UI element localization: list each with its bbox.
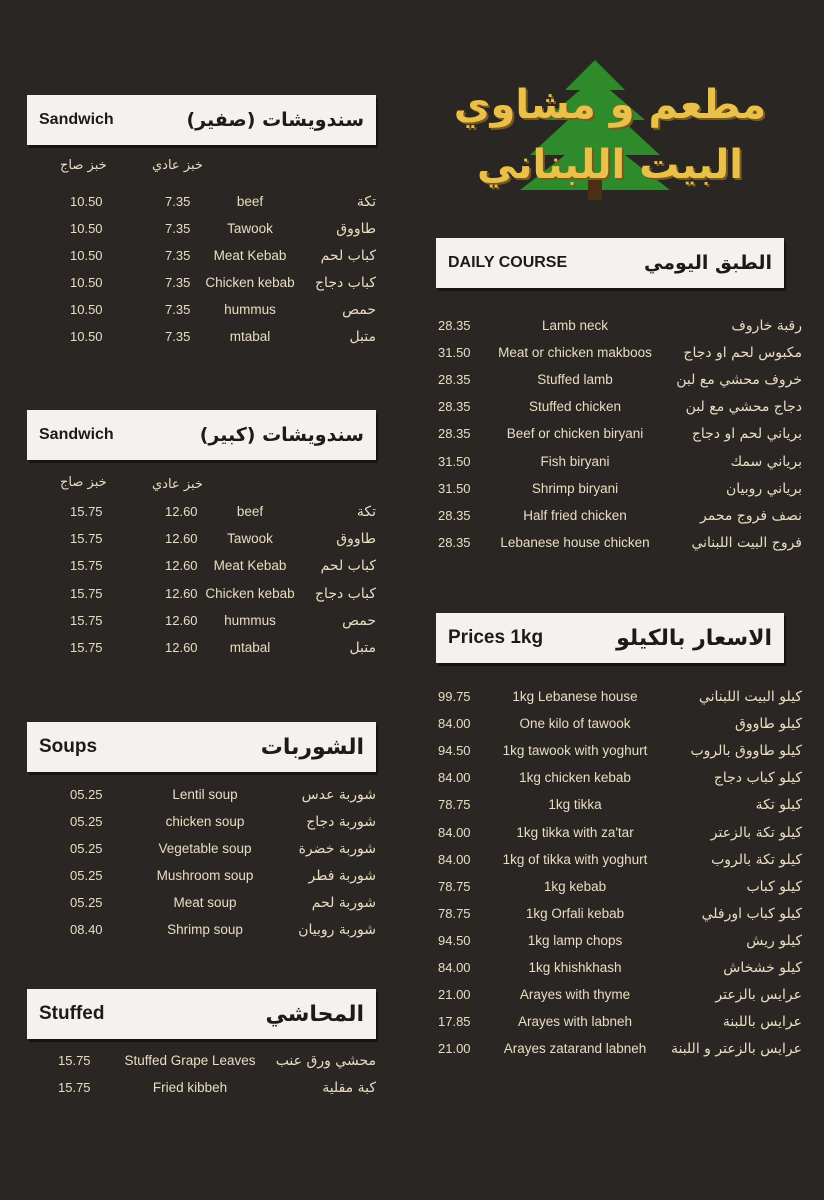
price-regular: 7.35	[165, 248, 191, 263]
item-name-ar: كيلو طاووق بالروب	[690, 743, 802, 760]
item-name-ar: كباب دجاج	[315, 275, 376, 291]
stuffed-header	[27, 989, 376, 1039]
menu-item-row	[0, 922, 380, 949]
item-price: 78.75	[438, 878, 471, 894]
item-name-ar: شوربة عدس	[301, 787, 376, 803]
menu-item-row	[0, 1080, 380, 1107]
menu-item-row	[0, 814, 380, 841]
item-name-ar: كبة مقلية	[322, 1080, 376, 1096]
item-name-en: Tawook	[227, 221, 273, 236]
item-name-en: beef	[236, 504, 264, 519]
menu-item-row	[0, 1053, 380, 1080]
menu-item-row	[430, 933, 804, 960]
item-name-en: Stuffed chicken	[528, 399, 622, 415]
item-name-ar: كباب لحم	[320, 558, 376, 575]
item-name-en: Shrimp biryani	[531, 480, 619, 496]
price-saj: 10.50	[70, 329, 103, 344]
item-name-en: Fish biryani	[540, 453, 610, 469]
daily-course-header	[436, 238, 784, 288]
item-price: 28.35	[438, 534, 471, 550]
item-price: 28.35	[438, 507, 471, 523]
item-price: 31.50	[438, 345, 471, 361]
item-price: 84.00	[438, 851, 471, 867]
sandwich-large-header	[27, 410, 376, 460]
section-title-en: DAILY COURSE	[448, 254, 568, 271]
section-title-en: Sandwich	[39, 426, 114, 443]
item-name-en: 1kg Lebanese house	[512, 689, 638, 704]
price-saj: 10.50	[70, 275, 103, 290]
item-price: 17.85	[438, 1014, 471, 1030]
price-regular: 7.35	[165, 194, 191, 209]
menu-item-row	[0, 613, 380, 640]
item-name-en: Meat or chicken makboos	[498, 345, 652, 361]
item-name-ar: كيلو خشخاش	[723, 960, 802, 976]
item-price: 94.50	[438, 743, 471, 759]
item-name-en: 1kg lamp chops	[527, 932, 623, 948]
item-name-en: hummus	[224, 302, 276, 317]
item-name-ar: كيلو تكة	[755, 797, 802, 814]
menu-item-row	[0, 194, 380, 221]
item-name-ar: كيلو تكة بالزعتر	[710, 824, 802, 841]
logo-title-line2: البيت اللبناني	[477, 142, 743, 188]
price-saj: 10.50	[70, 221, 103, 236]
soups-header	[27, 722, 376, 772]
restaurant-logo	[440, 60, 780, 210]
item-name-en: mtabal	[229, 640, 271, 655]
price-regular: 7.35	[165, 221, 191, 236]
item-price: 78.75	[438, 797, 471, 813]
item-name-en: Vegetable soup	[158, 841, 252, 856]
item-name-ar: شوربة لحم	[311, 895, 376, 911]
item-name-en: Arayes with thyme	[519, 987, 631, 1003]
price-regular: 12.60	[165, 504, 198, 519]
menu-item-row	[0, 868, 380, 895]
item-price: 31.50	[438, 480, 471, 496]
item-name-en: chicken soup	[165, 814, 245, 829]
item-name-en: Arayes zatarand labneh	[503, 1041, 647, 1057]
item-name-ar: كباب دجاج	[315, 585, 376, 602]
menu-item-row	[0, 329, 380, 356]
item-name-ar: فروج البيت اللبناني	[691, 534, 802, 551]
menu-item-row	[430, 535, 804, 562]
column-regular-label: خبز عادي	[152, 158, 203, 173]
item-name-ar: شوربة دجاج	[306, 814, 376, 830]
item-name-en: hummus	[224, 612, 276, 628]
price-saj: 15.75	[70, 640, 103, 655]
column-saj-label: خبز صاج	[60, 475, 107, 490]
item-name-en: beef	[236, 194, 264, 209]
item-name-ar: برياني سمك	[730, 453, 802, 470]
item-price: 15.75	[58, 1053, 91, 1068]
price-regular: 12.60	[165, 558, 198, 574]
item-name-ar: نصف فروج محمر	[700, 507, 802, 524]
item-price: 94.50	[438, 932, 471, 948]
section-title-ar: الاسعار بالكيلو	[616, 625, 772, 651]
price-saj: 15.75	[70, 612, 103, 628]
item-name-en: 1kg tawook with yoghurt	[502, 743, 648, 759]
item-name-en: 1kg tikka with za'tar	[516, 824, 634, 840]
item-name-en: 1kg chicken kebab	[519, 770, 631, 786]
menu-item-row	[0, 504, 380, 531]
item-price: 15.75	[58, 1080, 91, 1095]
item-price: 84.00	[438, 716, 471, 732]
item-name-ar: برياني روبيان	[726, 480, 802, 497]
item-name-ar: رقبة خاروف	[731, 318, 802, 334]
menu-item-row	[0, 531, 380, 558]
item-price: 84.00	[438, 770, 471, 786]
item-name-en: 1kg kebab	[543, 878, 607, 894]
item-price: 28.35	[438, 426, 471, 442]
item-name-ar: كيلو كباب	[746, 878, 802, 895]
menu-item-row	[430, 825, 804, 852]
column-regular-label: خبز عادي	[152, 477, 203, 492]
menu-item-row	[430, 770, 804, 797]
menu-item-row	[0, 586, 380, 613]
item-name-ar: عرايس بالزعتر	[715, 987, 802, 1004]
price-regular: 12.60	[165, 585, 198, 601]
menu-item-row	[430, 879, 804, 906]
menu-item-row	[430, 399, 804, 426]
menu-item-row	[430, 1014, 804, 1041]
item-name-en: One kilo of tawook	[519, 716, 631, 732]
item-price: 31.50	[438, 453, 471, 469]
item-price: 84.00	[438, 960, 471, 975]
section-title-en: Sandwich	[39, 111, 114, 128]
item-name-ar: حمص	[342, 612, 376, 629]
item-price: 21.00	[438, 1041, 471, 1057]
item-name-ar: كيلو تكة بالروب	[711, 851, 802, 868]
item-name-en: 1kg tikka	[548, 797, 602, 813]
item-price: 05.25	[70, 841, 103, 856]
item-name-en: Lebanese house chicken	[500, 534, 650, 550]
price-regular: 12.60	[165, 640, 198, 655]
price-regular: 7.35	[165, 302, 191, 317]
item-price: 78.75	[438, 905, 471, 921]
menu-item-row	[430, 689, 804, 716]
prices-kilo-header	[436, 613, 784, 663]
price-regular: 12.60	[165, 612, 198, 628]
item-name-en: Stuffed lamb	[537, 372, 613, 388]
item-name-en: Chicken kebab	[205, 585, 295, 601]
menu-item-row	[0, 221, 380, 248]
item-name-en: 1kg Orfali kebab	[525, 905, 625, 921]
column-saj-label: خبز صاج	[60, 158, 107, 173]
item-name-ar: كيلو كباب دجاج	[713, 770, 802, 787]
price-regular: 7.35	[165, 275, 191, 290]
item-name-ar: شوربة خضرة	[298, 841, 376, 857]
item-price: 05.25	[70, 787, 103, 802]
menu-item-row	[430, 372, 804, 399]
item-name-ar: كيلو ريش	[746, 932, 802, 949]
item-price: 28.35	[438, 318, 471, 333]
item-name-ar: برياني لحم او دجاج	[691, 426, 802, 443]
item-name-ar: محشي ورق عنب	[275, 1053, 376, 1069]
menu-item-row	[430, 481, 804, 508]
section-title-en: Stuffed	[39, 1003, 105, 1024]
item-name-en: Lamb neck	[541, 318, 609, 333]
item-name-en: Stuffed Grape Leaves	[124, 1053, 256, 1068]
logo-title-line1: مطعم و مشاوي	[453, 82, 767, 128]
item-price: 84.00	[438, 824, 471, 840]
menu-item-row	[0, 895, 380, 922]
section-title-ar: الطبق اليومي	[644, 252, 772, 274]
item-price: 08.40	[70, 922, 103, 937]
item-name-en: Shrimp soup	[167, 922, 243, 937]
item-price: 21.00	[438, 987, 471, 1003]
item-name-en: Arayes with labneh	[517, 1014, 633, 1030]
item-name-ar: متبل	[349, 329, 376, 345]
item-name-en: 1kg of tikka with yoghurt	[502, 851, 648, 867]
item-price: 05.25	[70, 814, 103, 829]
item-price: 28.35	[438, 399, 471, 415]
price-saj: 10.50	[70, 302, 103, 317]
menu-item-row	[430, 960, 804, 987]
item-name-en: Meat soup	[173, 895, 237, 910]
item-name-ar: طاووق	[336, 221, 376, 237]
menu-item-row	[0, 558, 380, 585]
section-title-ar: سندويشات (صفير)	[186, 109, 364, 131]
menu-item-row	[430, 852, 804, 879]
item-name-en: Fried kibbeh	[152, 1080, 228, 1095]
section-title-ar: سندويشات (كبير)	[199, 424, 364, 446]
item-name-ar: خروف محشي مع لبن	[676, 372, 802, 389]
item-name-ar: شوربة روبيان	[298, 922, 376, 938]
menu-item-row	[0, 841, 380, 868]
menu-item-row	[430, 345, 804, 372]
menu-item-row	[0, 640, 380, 667]
item-name-en: Chicken kebab	[205, 275, 295, 290]
price-saj: 15.75	[70, 504, 103, 519]
item-name-ar: كباب لحم	[320, 248, 376, 264]
menu-item-row	[430, 1041, 804, 1068]
menu-item-row	[430, 508, 804, 535]
item-name-ar: شوربة فطر	[308, 868, 376, 884]
item-name-ar: حمص	[342, 302, 376, 318]
item-name-en: Beef or chicken biryani	[506, 426, 644, 442]
price-saj: 15.75	[70, 585, 103, 601]
section-title-ar: الشوربات	[260, 734, 364, 760]
item-name-ar: تكة	[356, 194, 376, 210]
item-name-ar: عرايس بالزعتر و اللبنة	[670, 1041, 802, 1058]
menu-item-row	[0, 248, 380, 275]
item-name-en: Tawook	[227, 531, 273, 547]
item-name-en: Mushroom soup	[156, 868, 254, 883]
menu-item-row	[430, 426, 804, 453]
menu-item-row	[0, 787, 380, 814]
item-price: 99.75	[438, 689, 471, 704]
item-name-ar: تكة	[356, 504, 376, 520]
item-name-en: Half fried chicken	[523, 507, 627, 523]
price-saj: 10.50	[70, 248, 103, 263]
item-name-ar: متبل	[349, 640, 376, 656]
item-name-en: Meat Kebab	[213, 248, 287, 263]
item-name-ar: عرايس باللبنة	[722, 1014, 802, 1031]
item-name-en: Lentil soup	[172, 787, 238, 802]
section-title-en: Prices 1kg	[448, 627, 544, 648]
price-regular: 7.35	[165, 329, 191, 344]
item-name-ar: كيلو كباب اورفلي	[701, 905, 802, 922]
menu-item-row	[0, 302, 380, 329]
item-price: 05.25	[70, 868, 103, 883]
menu-item-row	[430, 716, 804, 743]
price-saj: 15.75	[70, 531, 103, 547]
price-saj: 10.50	[70, 194, 103, 209]
menu-item-row	[430, 743, 804, 770]
item-name-ar: طاووق	[336, 531, 376, 548]
menu-item-row	[430, 797, 804, 824]
item-price: 05.25	[70, 895, 103, 910]
menu-item-row	[430, 987, 804, 1014]
item-name-ar: دجاج محشي مع لبن	[685, 399, 802, 416]
price-saj: 15.75	[70, 558, 103, 574]
item-name-en: Meat Kebab	[213, 558, 287, 574]
item-price: 28.35	[438, 372, 471, 388]
item-name-ar: مكبوس لحم او دجاج	[683, 345, 802, 362]
sandwich-small-header	[27, 95, 376, 145]
menu-item-row	[430, 454, 804, 481]
section-title-ar: المحاشي	[265, 1001, 364, 1027]
item-name-en: 1kg khishkhash	[528, 960, 622, 975]
menu-item-row	[0, 275, 380, 302]
price-regular: 12.60	[165, 531, 198, 547]
item-name-ar: كيلو البيت اللبناني	[698, 689, 802, 705]
item-name-en: mtabal	[229, 329, 271, 344]
item-name-ar: كيلو طاووق	[735, 716, 802, 733]
menu-item-row	[430, 318, 804, 345]
menu-item-row	[430, 906, 804, 933]
section-title-en: Soups	[39, 736, 98, 757]
